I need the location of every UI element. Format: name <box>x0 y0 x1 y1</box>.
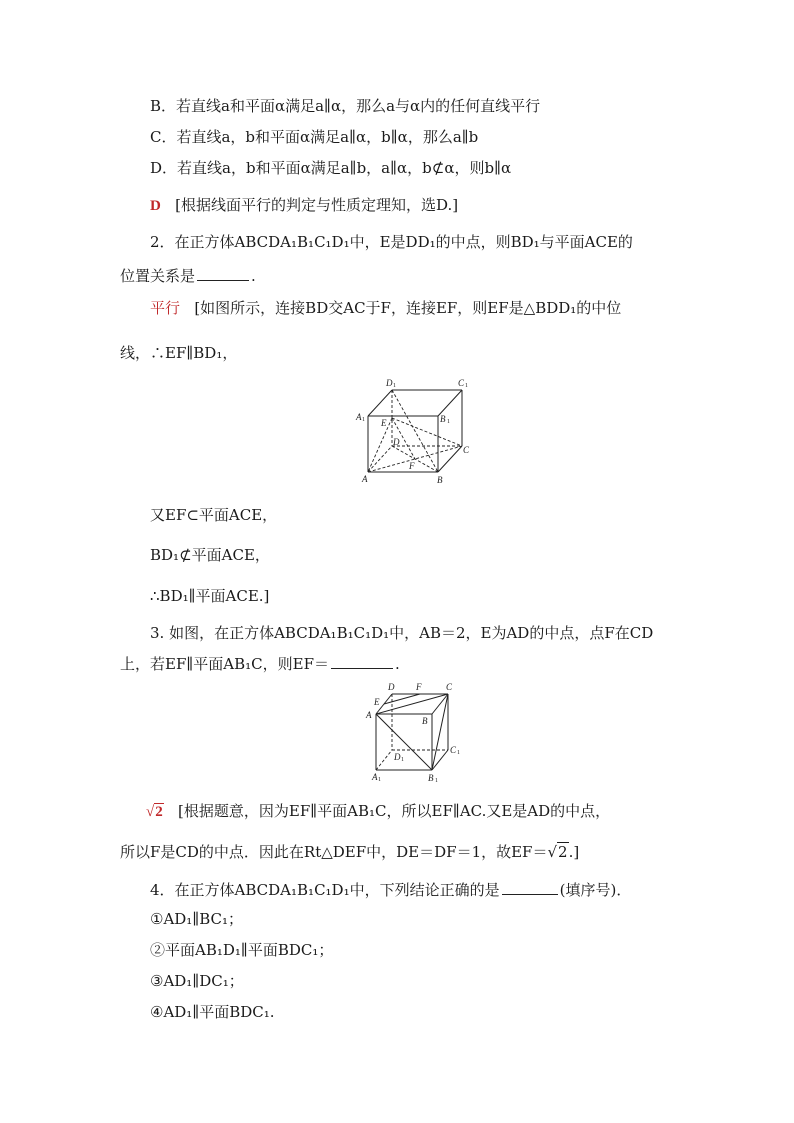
q2-stem-period: . <box>251 267 256 285</box>
q3-stem-line1: 3. 如图，在正方体ABCDA₁B₁C₁D₁中，AB＝2，E为AD的中点，点F在CD <box>150 624 654 642</box>
fig2-label-b1: B <box>440 414 446 424</box>
q1-option-d: D．若直线a，b和平面α满足a∥b，a∥α，b⊄α，则b∥α <box>150 159 512 177</box>
svg-text:1: 1 <box>447 419 450 425</box>
fig3-label-b: B <box>422 716 428 726</box>
fig3-label-d1: D <box>394 752 401 762</box>
fig2-label-b: B <box>437 475 443 485</box>
q4-stem <box>150 880 631 900</box>
q1-answer: D <box>150 198 161 214</box>
q4-option-3: ③AD₁∥DC₁； <box>150 972 244 990</box>
svg-text:1: 1 <box>457 750 460 756</box>
fig2-label-e: E <box>381 418 387 428</box>
fig2-label-a: A <box>362 474 368 484</box>
q3-explanation-line2: 所以F是CD的中点．因此在Rt△DEF中，DE＝DF＝1，故EF＝√2.] <box>120 843 580 861</box>
q2-answer: 平行 <box>150 299 181 317</box>
fig3-label-c1: C <box>450 745 457 755</box>
q2-step2: BD₁⊄平面ACE， <box>150 546 270 564</box>
q2-stem-line1: 2．在正方体ABCDA₁B₁C₁D₁中，E是DD₁的中点，则BD₁与平面ACE的 <box>150 233 633 251</box>
fig2-label-c: C <box>463 445 470 455</box>
q2-explanation-line2: 线，∴EF∥BD₁， <box>120 344 238 362</box>
q3-stem-period: . <box>395 655 400 673</box>
fig2-label-a1: A <box>356 412 362 422</box>
fig3-label-a1: A <box>372 772 378 782</box>
fig2-label-f: F <box>409 461 415 471</box>
q2-step1: 又EF⊂平面ACE， <box>150 506 278 524</box>
q2-step3: ∴BD₁∥平面ACE.] <box>150 587 270 605</box>
q3-explanation-line1 <box>146 801 610 822</box>
q2-answer-blank <box>197 266 249 281</box>
svg-text:1: 1 <box>401 757 404 763</box>
q3-answer-blank <box>331 654 393 669</box>
q3-cube-figure <box>364 680 468 784</box>
q3-stem-text: 上，若EF∥平面AB₁C，则EF＝ <box>120 655 329 673</box>
q4-stem-text: 4．在正方体ABCDA₁B₁C₁D₁中，下列结论正确的是 <box>150 881 500 899</box>
q2-stem-line2 <box>120 266 256 286</box>
fig3-label-b1: B <box>428 773 434 783</box>
fig2-label-c1: C <box>458 378 465 388</box>
fig3-label-c: C <box>446 682 453 692</box>
q1-answer-line <box>150 195 458 216</box>
q4-option-1: ①AD₁∥BC₁； <box>150 910 244 928</box>
q4-option-4: ④AD₁∥平面BDC₁. <box>150 1003 275 1021</box>
q1-explanation: [根据线面平行的判定与性质定理知，选D.] <box>175 196 459 214</box>
svg-text:1: 1 <box>465 383 468 389</box>
q4-option-2: ②平面AB₁D₁∥平面BDC₁； <box>150 941 334 959</box>
svg-text:1: 1 <box>435 778 438 784</box>
fig3-label-d: D <box>388 682 395 692</box>
q4-stem-suffix: (填序号)． <box>559 881 632 899</box>
fig2-label-d1: D <box>386 378 393 388</box>
q3-explanation-text: [根据题意，因为EF∥平面AB₁C，所以EF∥AC.又E是AD的中点， <box>178 802 611 820</box>
q2-stem-text: 位置关系是 <box>120 267 196 285</box>
fig3-label-a: A <box>366 710 372 720</box>
svg-text:1: 1 <box>393 383 396 389</box>
fig3-label-f: F <box>416 682 422 692</box>
svg-text:1: 1 <box>378 777 381 783</box>
q3-stem-line2 <box>120 654 400 674</box>
fig2-label-d: D <box>393 437 400 447</box>
svg-text:1: 1 <box>362 417 365 423</box>
q3-answer: √2 <box>146 804 163 820</box>
q2-explanation-text: [如图所示，连接BD交AC于F，连接EF，则EF是△BDD₁的中位 <box>194 299 622 317</box>
q2-cube-figure <box>352 372 478 488</box>
q4-answer-blank <box>502 880 558 895</box>
q2-explanation-line1 <box>150 298 621 318</box>
q1-option-b: B．若直线a和平面α满足a∥α，那么a与α内的任何直线平行 <box>150 97 541 115</box>
fig3-label-e: E <box>374 697 380 707</box>
q1-option-c: C．若直线a，b和平面α满足a∥α，b∥α，那么a∥b <box>150 128 479 146</box>
q3-explanation-text2: 所以F是CD的中点．因此在Rt△DEF中，DE＝DF＝1，故EF＝ <box>120 843 548 861</box>
